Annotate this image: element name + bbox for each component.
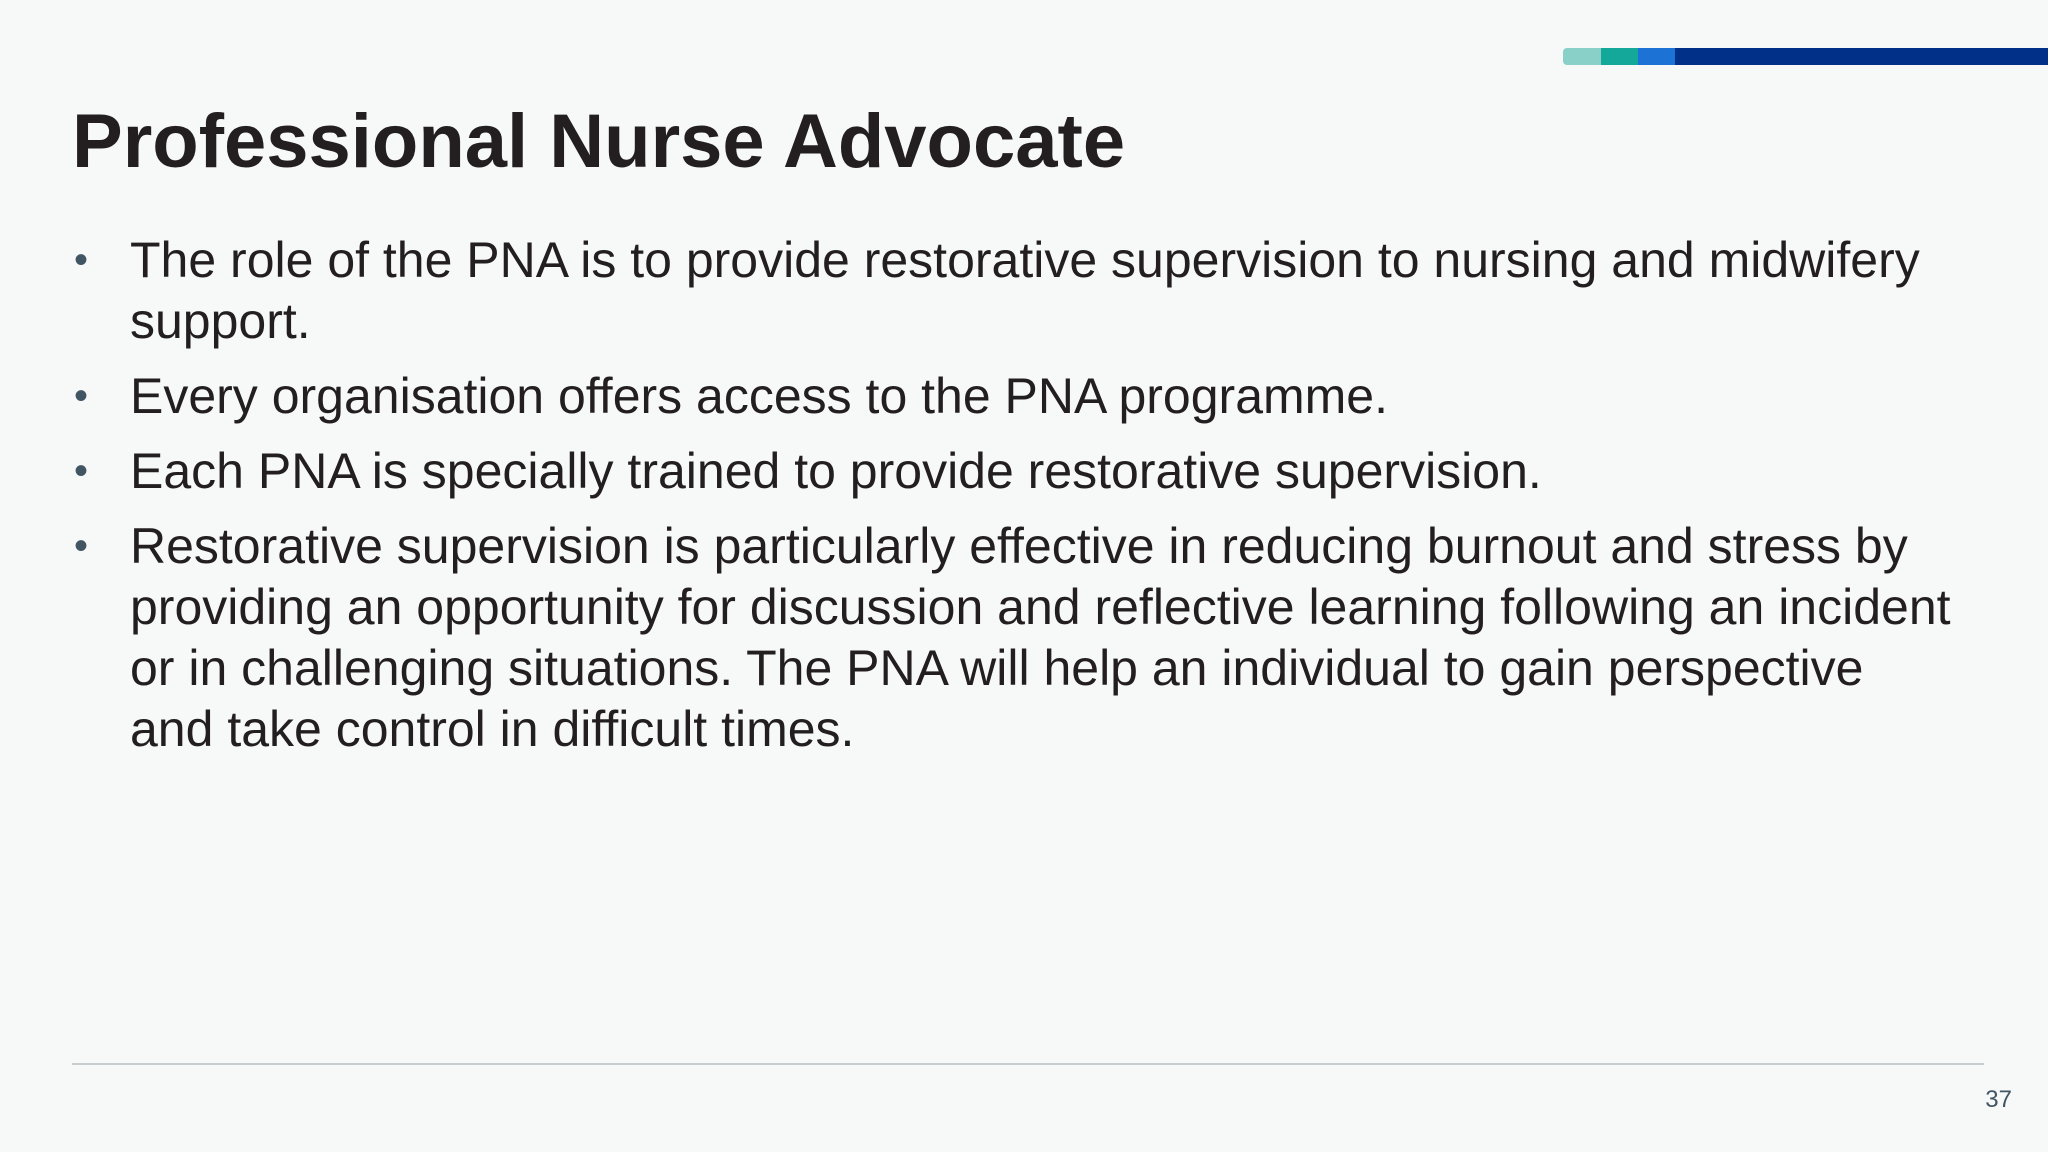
bullet-dot-icon: • (74, 374, 89, 418)
bullet-text: The role of the PNA is to provide restorative supervision to nursing and midwifery support. (130, 232, 1920, 349)
accent-segment-blue (1638, 48, 1675, 65)
accent-segment-dark-blue (1675, 48, 2048, 65)
footer-divider (72, 1063, 1984, 1065)
bullet-item (72, 230, 1952, 352)
bullet-list (72, 230, 1952, 774)
bullet-item (72, 516, 1952, 760)
bullet-text: Every organisation offers access to the PNA programme. (130, 368, 1389, 424)
accent-segment-light-teal (1563, 48, 1601, 65)
bullet-dot-icon: • (74, 449, 89, 493)
page-number: 37 (1985, 1086, 2012, 1113)
brand-accent-bar (1563, 48, 2048, 65)
accent-segment-teal (1601, 48, 1638, 65)
bullet-text: Restorative supervision is particularly effective in reducing burnout and stress by providing an opportunity for discussion and reflective learning following an incident or in challenging situations. The PNA will help an individual to gain perspective and take control in difficult times. (130, 518, 1951, 757)
bullet-dot-icon: • (74, 524, 89, 568)
bullet-item (72, 441, 1952, 502)
bullet-dot-icon: • (74, 238, 89, 282)
bullet-text: Each PNA is specially trained to provide restorative supervision. (130, 443, 1542, 499)
bullet-item (72, 366, 1952, 427)
slide-title: Professional Nurse Advocate (72, 99, 1126, 184)
